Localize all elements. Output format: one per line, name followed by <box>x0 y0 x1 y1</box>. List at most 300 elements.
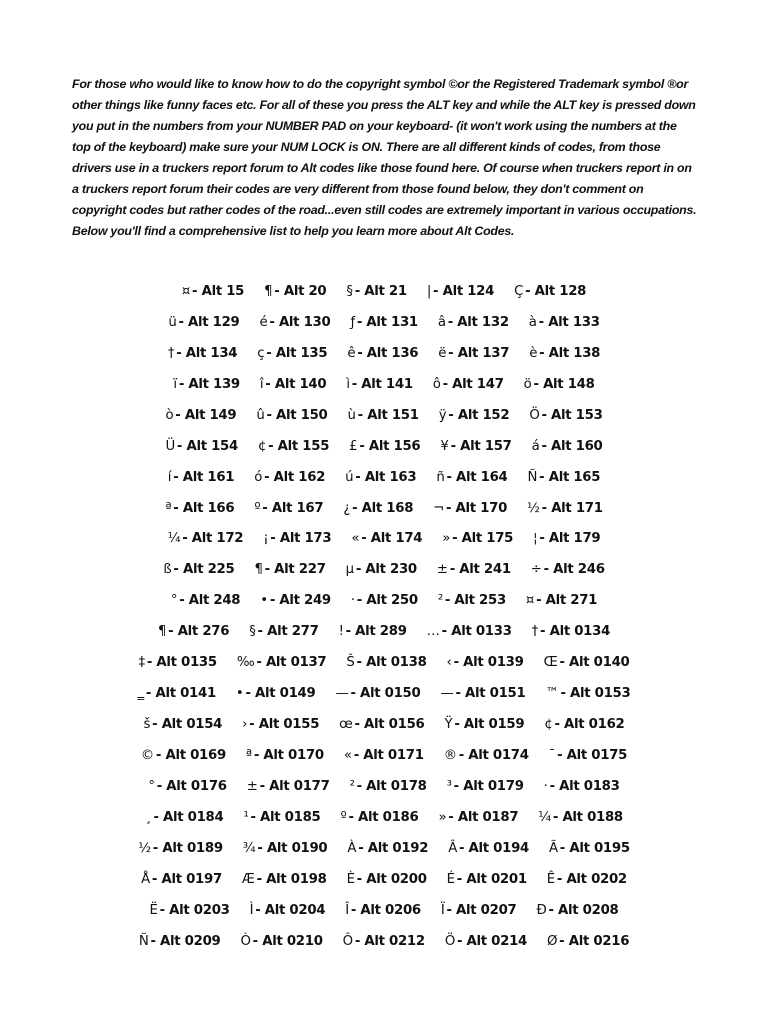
alt-code-entry <box>532 624 610 639</box>
alt-code-label: - Alt 0201 <box>456 871 527 887</box>
alt-code-label: - Alt 0175 <box>557 748 628 764</box>
alt-code-label: - Alt 0156 <box>354 717 425 733</box>
alt-code-label: - Alt 124 <box>433 283 495 299</box>
alt-code-entry <box>442 531 513 546</box>
alt-code-symbol: ÿ <box>438 407 447 423</box>
alt-code-label: - Alt 136 <box>357 345 419 361</box>
alt-code-entry <box>343 934 425 949</box>
alt-code-row <box>0 802 768 833</box>
alt-code-entry <box>532 439 603 454</box>
alt-code-entry <box>243 841 328 856</box>
alt-code-label: - Alt 0154 <box>152 717 223 733</box>
alt-code-entry <box>347 872 427 887</box>
alt-code-label: - Alt 241 <box>449 562 511 578</box>
alt-code-label: - Alt 0169 <box>155 748 226 764</box>
alt-code-symbol: Ì <box>249 902 254 918</box>
alt-code-entry <box>173 377 239 392</box>
alt-code-label: - Alt 0178 <box>356 778 427 794</box>
alt-code-entry <box>237 655 327 670</box>
alt-code-entry <box>145 810 223 825</box>
alt-code-label: - Alt 156 <box>359 438 421 454</box>
alt-code-symbol: ñ <box>436 469 445 485</box>
alt-code-entry <box>240 934 322 949</box>
alt-code-symbol: ® <box>443 748 457 764</box>
alt-code-label: - Alt 0186 <box>348 809 419 825</box>
alt-code-entry <box>260 593 331 608</box>
alt-code-entry <box>168 346 237 361</box>
alt-code-label: - Alt 248 <box>179 593 241 609</box>
alt-code-entry <box>529 315 600 330</box>
alt-code-entry <box>345 470 416 485</box>
alt-code-label: - Alt 135 <box>266 345 328 361</box>
alt-code-symbol: † <box>167 345 175 361</box>
alt-code-label: - Alt 129 <box>178 314 240 330</box>
alt-code-symbol: À <box>347 840 357 856</box>
alt-code-symbol: § <box>249 624 256 640</box>
alt-code-symbol: Â <box>448 840 457 856</box>
alt-code-symbol: ª <box>245 748 252 764</box>
alt-code-label: - Alt 0216 <box>559 933 630 949</box>
alt-code-symbol: ª <box>165 500 172 516</box>
alt-code-label: - Alt 0188 <box>552 809 623 825</box>
alt-code-symbol: Ã <box>548 840 558 856</box>
alt-code-symbol: ò <box>165 407 174 423</box>
alt-code-row <box>0 864 768 895</box>
alt-code-entry <box>254 470 325 485</box>
alt-code-entry <box>447 655 524 670</box>
alt-code-entry <box>447 872 527 887</box>
alt-code-label: - Alt 0183 <box>549 778 620 794</box>
alt-code-entry <box>437 562 511 577</box>
alt-code-symbol: Å <box>141 871 150 887</box>
alt-code-symbol: ¶ <box>254 562 263 578</box>
alt-code-label: - Alt 253 <box>444 593 506 609</box>
alt-code-symbol: › <box>242 717 248 733</box>
alt-code-label: - Alt 0206 <box>350 902 421 918</box>
alt-code-symbol: ù <box>347 407 356 423</box>
alt-code-symbol: ‗ <box>137 686 144 702</box>
alt-code-entry <box>254 501 323 516</box>
alt-code-entry <box>433 377 504 392</box>
alt-code-entry <box>533 531 600 546</box>
alt-code-entry <box>349 439 420 454</box>
alt-code-label: - Alt 0195 <box>559 840 630 856</box>
alt-code-entry <box>531 562 605 577</box>
alt-code-row <box>0 369 768 400</box>
alt-code-symbol: Ö <box>444 933 455 949</box>
alt-code-entry <box>427 624 512 639</box>
alt-code-symbol: · <box>350 593 355 609</box>
alt-code-label: - Alt 0153 <box>560 686 631 702</box>
alt-code-row <box>0 740 768 771</box>
alt-code-symbol: Ï <box>440 902 445 918</box>
alt-code-entry <box>514 284 586 299</box>
alt-code-entry <box>544 717 624 732</box>
alt-code-entry <box>150 903 230 918</box>
alt-code-symbol: ¢ <box>257 438 267 454</box>
alt-code-symbol: Œ <box>543 655 558 671</box>
alt-code-label: - Alt 164 <box>446 469 508 485</box>
alt-code-entry <box>444 717 524 732</box>
alt-code-symbol: Ñ <box>527 469 538 485</box>
alt-code-list <box>0 276 768 957</box>
alt-code-symbol: ê <box>347 345 356 361</box>
alt-code-label: - Alt 131 <box>356 314 418 330</box>
alt-code-entry <box>242 717 319 732</box>
alt-code-symbol: ì <box>346 376 350 392</box>
alt-code-symbol: ¼ <box>538 809 551 825</box>
alt-code-symbol: š <box>143 717 151 733</box>
alt-code-label: - Alt 276 <box>168 624 230 640</box>
alt-code-symbol: Æ <box>241 871 255 887</box>
alt-code-entry <box>547 872 627 887</box>
alt-code-entry <box>339 624 407 639</box>
alt-code-entry <box>346 377 412 392</box>
alt-code-symbol: ¸ <box>145 809 152 825</box>
alt-code-entry <box>138 686 216 701</box>
alt-code-label: - Alt 0212 <box>354 933 425 949</box>
alt-code-entry <box>448 841 529 856</box>
alt-code-symbol: ÷ <box>530 562 542 578</box>
alt-code-symbol: ‰ <box>236 655 255 671</box>
alt-code-entry <box>249 624 318 639</box>
alt-code-label: - Alt 0198 <box>256 871 327 887</box>
alt-code-symbol: Ü <box>165 438 175 454</box>
alt-code-entry <box>528 470 601 485</box>
alt-code-entry <box>549 748 627 763</box>
alt-code-symbol: â <box>437 314 446 330</box>
alt-code-symbol: † <box>531 624 539 640</box>
alt-code-symbol: è <box>529 345 538 361</box>
alt-code-entry <box>436 470 507 485</box>
alt-code-row <box>0 431 768 462</box>
alt-code-entry <box>445 934 527 949</box>
alt-code-entry <box>168 470 234 485</box>
alt-code-label: - Alt 163 <box>355 469 417 485</box>
alt-code-entry <box>440 686 525 701</box>
alt-code-entry <box>250 903 326 918</box>
alt-code-entry <box>351 593 418 608</box>
alt-code-symbol: ¹ <box>243 809 249 825</box>
alt-code-label: - Alt 0203 <box>159 902 230 918</box>
alt-code-label: - Alt 0137 <box>256 655 327 671</box>
alt-code-label: - Alt 0170 <box>253 748 324 764</box>
alt-code-symbol: ² <box>349 778 355 794</box>
alt-code-row <box>0 709 768 740</box>
alt-code-symbol: í <box>167 469 172 485</box>
alt-code-symbol: … <box>426 624 440 640</box>
alt-code-symbol: Ô <box>342 933 353 949</box>
alt-code-label: - Alt 250 <box>356 593 418 609</box>
alt-code-symbol: ° <box>170 593 178 609</box>
alt-code-entry <box>263 531 331 546</box>
alt-code-label: - Alt 0176 <box>156 778 227 794</box>
alt-code-symbol: Ø <box>547 933 558 949</box>
alt-code-label: - Alt 139 <box>178 376 240 392</box>
alt-code-label: - Alt 246 <box>543 562 605 578</box>
alt-code-label: - Alt 0187 <box>448 809 519 825</box>
alt-code-entry <box>264 284 326 299</box>
alt-code-symbol: œ <box>339 717 353 733</box>
alt-code-label: - Alt 171 <box>541 500 603 516</box>
alt-code-row <box>0 926 768 957</box>
alt-code-label: - Alt 155 <box>268 438 330 454</box>
alt-code-entry <box>444 748 529 763</box>
alt-code-label: - Alt 137 <box>448 345 510 361</box>
alt-code-label: - Alt 0202 <box>556 871 627 887</box>
alt-code-label: - Alt 134 <box>176 345 238 361</box>
alt-code-entry <box>343 501 413 516</box>
alt-code-label: - Alt 132 <box>447 314 509 330</box>
alt-code-entry <box>246 748 324 763</box>
alt-code-label: - Alt 152 <box>448 407 510 423</box>
alt-code-entry <box>538 810 623 825</box>
alt-code-symbol: ¤ <box>181 283 191 299</box>
alt-code-label: - Alt 173 <box>270 531 332 547</box>
alt-code-label: - Alt 0209 <box>150 933 221 949</box>
alt-code-entry <box>138 655 216 670</box>
alt-code-label: - Alt 133 <box>538 314 600 330</box>
alt-code-label: - Alt 0140 <box>559 655 630 671</box>
alt-code-entry <box>529 408 602 423</box>
alt-code-label: - Alt 225 <box>173 562 235 578</box>
alt-code-symbol: ¢ <box>544 717 553 733</box>
alt-code-entry <box>441 903 517 918</box>
alt-code-symbol: µ <box>345 562 354 578</box>
alt-code-symbol: È <box>346 871 355 887</box>
alt-code-label: - Alt 138 <box>539 345 601 361</box>
alt-code-symbol: à <box>528 314 537 330</box>
alt-code-label: - Alt 175 <box>452 531 514 547</box>
alt-code-label: - Alt 147 <box>442 376 504 392</box>
alt-code-label: - Alt 271 <box>536 593 598 609</box>
alt-code-row <box>0 400 768 431</box>
alt-code-entry <box>438 593 506 608</box>
alt-code-label: - Alt 154 <box>176 438 238 454</box>
alt-code-symbol: ö <box>523 376 532 392</box>
alt-code-entry <box>438 810 518 825</box>
alt-code-symbol: ± <box>436 562 448 578</box>
alt-code-symbol: û <box>256 407 265 423</box>
alt-code-entry <box>260 377 326 392</box>
alt-code-entry <box>148 779 226 794</box>
alt-code-symbol: ß <box>163 562 172 578</box>
alt-code-entry <box>526 593 597 608</box>
alt-code-row <box>0 585 768 616</box>
alt-code-entry <box>536 903 618 918</box>
alt-code-symbol: § <box>346 283 353 299</box>
alt-code-entry <box>348 408 419 423</box>
alt-code-row <box>0 895 768 926</box>
alt-code-row <box>0 276 768 307</box>
alt-code-entry <box>242 872 327 887</box>
alt-code-symbol: Ÿ <box>444 717 453 733</box>
alt-code-symbol: ² <box>437 593 443 609</box>
alt-code-entry <box>350 779 427 794</box>
alt-code-entry <box>340 810 418 825</box>
alt-code-entry <box>544 655 630 670</box>
alt-code-symbol: Ö <box>529 407 540 423</box>
alt-code-entry <box>258 439 329 454</box>
alt-code-label: - Alt 0155 <box>249 717 320 733</box>
intro-paragraph: For those who would like to know how to do the copyright symbol ©or the Registered Trademark symbol ®or other things like funny faces etc. For all of these you press the ALT key and while the ALT key is pressed down you put in the numbers from your NUMBER PAD on your keyboard- (it won't work using the numbers at the top of the keyboard) make sure your NUM LOCK is ON. There are all different kinds of codes, from those drivers use in a truckers report forum to Alt codes like those found here. Of course when truckers report in on a truckers report forum their codes are very different from those found below, they don't comment on copyright codes but rather codes of the road...even still codes are extremely important in various occupations. Below you'll find a comprehensive list to help you learn more about Alt Codes. <box>72 77 697 238</box>
alt-code-label: - Alt 167 <box>262 500 324 516</box>
alt-code-label: - Alt 162 <box>264 469 326 485</box>
alt-code-entry <box>254 562 325 577</box>
alt-code-row <box>0 616 768 647</box>
alt-code-symbol: • <box>260 593 268 609</box>
alt-code-label: - Alt 0135 <box>146 655 217 671</box>
alt-code-entry <box>168 315 239 330</box>
alt-code-label: - Alt 149 <box>175 407 237 423</box>
alt-code-symbol: Ò <box>240 933 251 949</box>
alt-code-symbol: Ë <box>149 902 158 918</box>
alt-code-symbol: ¯ <box>548 748 556 764</box>
alt-code-symbol: Î <box>345 902 349 918</box>
alt-code-symbol: — <box>335 686 349 702</box>
alt-code-label: - Alt 0192 <box>358 840 429 856</box>
alt-code-symbol: « <box>343 748 352 764</box>
alt-code-entry <box>158 624 229 639</box>
alt-code-label: - Alt 170 <box>446 500 508 516</box>
alt-code-entry <box>346 655 426 670</box>
alt-code-symbol: ó <box>254 469 263 485</box>
alt-code-entry <box>256 408 327 423</box>
alt-code-label: - Alt 0151 <box>455 686 526 702</box>
alt-code-label: - Alt 150 <box>266 407 328 423</box>
alt-code-label: - Alt 160 <box>541 438 603 454</box>
alt-code-label: - Alt 128 <box>525 283 587 299</box>
alt-code-label: - Alt 0200 <box>356 871 427 887</box>
alt-code-row <box>0 771 768 802</box>
alt-code-label: - Alt 141 <box>351 376 413 392</box>
alt-code-label: - Alt 151 <box>357 407 419 423</box>
alt-code-row <box>0 338 768 369</box>
alt-code-label: - Alt 174 <box>361 531 423 547</box>
alt-code-row <box>0 524 768 555</box>
alt-code-entry <box>260 315 331 330</box>
alt-code-symbol: « <box>351 531 360 547</box>
alt-code-row <box>0 833 768 864</box>
alt-code-label: - Alt 140 <box>265 376 327 392</box>
alt-code-symbol: ï <box>173 376 177 392</box>
alt-code-symbol: º <box>340 809 347 825</box>
alt-code-symbol: É <box>446 871 455 887</box>
alt-code-symbol: î <box>259 376 264 392</box>
alt-code-symbol: ™ <box>545 686 559 702</box>
alt-code-symbol: ¡ <box>263 531 269 547</box>
alt-code-label: - Alt 148 <box>533 376 595 392</box>
alt-code-symbol: ü <box>168 314 177 330</box>
alt-code-entry <box>549 841 630 856</box>
alt-code-label: - Alt 0204 <box>255 902 326 918</box>
alt-code-entry <box>243 810 320 825</box>
alt-code-symbol: ‹ <box>446 655 452 671</box>
alt-code-label: - Alt 0179 <box>453 778 524 794</box>
alt-code-entry <box>524 377 595 392</box>
alt-code-symbol: ô <box>432 376 441 392</box>
alt-code-symbol: ¾ <box>242 840 256 856</box>
alt-code-entry <box>171 593 240 608</box>
alt-code-row <box>0 647 768 678</box>
alt-code-entry <box>433 501 507 516</box>
alt-code-row <box>0 307 768 338</box>
alt-code-label: - Alt 0133 <box>441 624 512 640</box>
alt-code-symbol: ‡ <box>138 655 145 671</box>
alt-code-entry <box>545 686 630 701</box>
alt-code-label: - Alt 0184 <box>153 809 224 825</box>
alt-code-label: - Alt 21 <box>354 283 407 299</box>
alt-code-symbol: ¬ <box>433 500 444 516</box>
alt-code-label: - Alt 165 <box>539 469 601 485</box>
alt-code-symbol: é <box>259 314 268 330</box>
alt-code-label: - Alt 249 <box>269 593 331 609</box>
alt-code-entry <box>165 408 236 423</box>
alt-code-symbol: ¥ <box>440 438 449 454</box>
alt-code-row <box>0 493 768 524</box>
alt-code-entry <box>347 841 428 856</box>
alt-code-label: - Alt 0214 <box>457 933 527 949</box>
alt-code-entry <box>165 439 237 454</box>
alt-code-label: - Alt 0208 <box>548 902 619 918</box>
alt-code-label: - Alt 0159 <box>454 717 525 733</box>
alt-code-symbol: ½ <box>527 500 540 516</box>
alt-code-entry <box>257 346 327 361</box>
alt-code-label: - Alt 0194 <box>458 840 529 856</box>
alt-code-symbol: — <box>440 686 454 702</box>
alt-code-entry <box>439 408 510 423</box>
alt-code-label: - Alt 0174 <box>458 748 529 764</box>
alt-code-symbol: Ð <box>536 902 547 918</box>
alt-code-symbol: ± <box>246 778 258 794</box>
alt-code-label: - Alt 0138 <box>356 655 427 671</box>
alt-code-label: - Alt 168 <box>352 500 414 516</box>
alt-code-label: - Alt 227 <box>264 562 326 578</box>
alt-code-label: - Alt 0190 <box>257 840 328 856</box>
alt-code-symbol: ¤ <box>525 593 535 609</box>
alt-code-symbol: ¿ <box>343 500 351 516</box>
alt-code-symbol: ½ <box>138 840 151 856</box>
alt-code-label: - Alt 230 <box>355 562 417 578</box>
alt-code-entry <box>347 346 418 361</box>
alt-code-label: - Alt 0197 <box>151 871 222 887</box>
alt-code-label: - Alt 0189 <box>152 840 223 856</box>
alt-code-label: - Alt 0207 <box>446 902 517 918</box>
alt-code-entry <box>141 748 226 763</box>
alt-code-label: - Alt 172 <box>182 531 244 547</box>
alt-code-symbol: Š <box>346 655 355 671</box>
alt-code-label: - Alt 153 <box>541 407 603 423</box>
alt-code-entry <box>236 686 316 701</box>
alt-code-label: - Alt 179 <box>539 531 601 547</box>
alt-code-entry <box>165 501 234 516</box>
alt-code-entry <box>163 562 234 577</box>
alt-code-symbol: • <box>235 686 244 702</box>
alt-code-symbol: ë <box>438 345 447 361</box>
alt-code-label: - Alt 20 <box>274 283 327 299</box>
alt-code-label: - Alt 130 <box>269 314 331 330</box>
alt-code-symbol: ç <box>257 345 265 361</box>
alt-code-entry <box>440 439 511 454</box>
alt-code-row <box>0 678 768 709</box>
alt-code-entry <box>438 346 509 361</box>
alt-code-symbol: £ <box>349 438 358 454</box>
alt-code-label: - Alt 0139 <box>453 655 524 671</box>
alt-code-symbol: Ç <box>514 283 524 299</box>
alt-code-entry <box>138 841 223 856</box>
alt-code-label: - Alt 289 <box>345 624 407 640</box>
alt-code-entry <box>346 284 406 299</box>
